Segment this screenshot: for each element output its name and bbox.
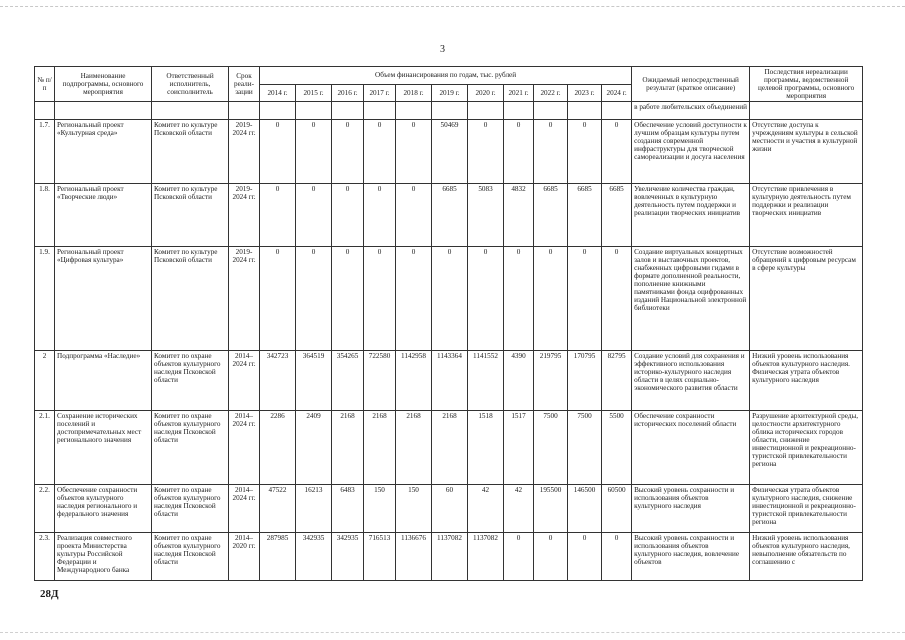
row-name: Региональный проект «Цифровая культура» (55, 247, 152, 351)
row-number: 2.1. (35, 411, 55, 485)
row-value: 2168 (432, 411, 468, 485)
header-year: 2018 г. (396, 84, 432, 102)
row-value: 2409 (296, 411, 332, 485)
table-row (35, 184, 863, 247)
scan-bottom-edge (0, 632, 905, 633)
row-term: 2014–2024 гг. (229, 485, 260, 533)
row-value: 0 (396, 247, 432, 351)
row-value: 0 (602, 120, 632, 184)
header-no: № п/п (35, 67, 55, 102)
row-executor: Комитет по культуре Псковской области (152, 247, 229, 351)
row-value: 1517 (504, 411, 534, 485)
row-name: Региональный проект «Творческие люди» (55, 184, 152, 247)
row-value: 1143364 (432, 351, 468, 411)
table-row (35, 120, 863, 184)
row-executor: Комитет по культуре Псковской области (152, 120, 229, 184)
row-value: 7500 (568, 411, 602, 485)
row-value: 0 (534, 120, 568, 184)
row-value: 364519 (296, 351, 332, 411)
row-value: 0 (504, 533, 534, 581)
header-year: 2021 г. (504, 84, 534, 102)
row-value: 1518 (468, 411, 504, 485)
row-result: Высокий уровень сохранности и использования объектов культурного наследия, вовлечение объектов (632, 533, 750, 581)
header-executor: Ответственный исполнитель, соисполнитель (152, 67, 229, 102)
header-year: 2023 г. (568, 84, 602, 102)
row-term: 2019-2024 гг. (229, 120, 260, 184)
row-value: 716513 (364, 533, 396, 581)
table-header-row (35, 67, 863, 85)
row-value: 170795 (568, 351, 602, 411)
row-value: 150 (364, 485, 396, 533)
row-value: 0 (332, 120, 364, 184)
row-value: 6685 (568, 184, 602, 247)
row-value: 0 (296, 120, 332, 184)
row-value: 0 (534, 533, 568, 581)
continuation-result: в работе любительских объединений (632, 102, 750, 120)
row-value: 7500 (534, 411, 568, 485)
row-result: Увеличение количества граждан, вовлеченных в культурную деятельность путем поддержки и реализации творческих инициатив (632, 184, 750, 247)
row-value: 0 (296, 184, 332, 247)
row-value: 0 (364, 184, 396, 247)
row-consequence: Низкий уровень использования объектов культурного наследия. Физическая утрата объектов культурного наследия (750, 351, 863, 411)
row-number: 1.7. (35, 120, 55, 184)
row-value: 287985 (260, 533, 296, 581)
row-executor: Комитет по охране объектов культурного наследия Псковской области (152, 411, 229, 485)
row-value: 1136676 (396, 533, 432, 581)
row-value: 42 (504, 485, 534, 533)
table-row (35, 247, 863, 351)
header-year: 2022 г. (534, 84, 568, 102)
table-row (35, 411, 863, 485)
row-consequence: Разрушение архитектурной среды, целостности архитектурного облика исторических городов области, снижение инвестиционной и рекреационно-туристской привлекательности региона (750, 411, 863, 485)
header-funding: Объем финансирования по годам, тыс. рублей (260, 67, 632, 85)
row-term: 2014–2020 гг. (229, 533, 260, 581)
row-value: 195500 (534, 485, 568, 533)
header-year: 2016 г. (332, 84, 364, 102)
row-executor: Комитет по охране объектов культурного наследия Псковской области (152, 351, 229, 411)
row-value: 1137082 (468, 533, 504, 581)
row-result: Обеспечение условий доступности к лучшим образцам культуры путем создания современной инфраструктуры для творческой самореализации и досуга населения (632, 120, 750, 184)
table-row (35, 485, 863, 533)
row-value: 0 (332, 184, 364, 247)
row-value: 0 (260, 120, 296, 184)
row-term: 2019-2024 гг. (229, 184, 260, 247)
header-year: 2015 г. (296, 84, 332, 102)
row-value: 60 (432, 485, 468, 533)
row-value: 4832 (504, 184, 534, 247)
row-value: 0 (396, 120, 432, 184)
row-value: 0 (332, 247, 364, 351)
header-year: 2014 г. (260, 84, 296, 102)
row-name: Подпрограмма «Наследие» (55, 351, 152, 411)
row-value: 2286 (260, 411, 296, 485)
row-value: 4390 (504, 351, 534, 411)
row-value: 16213 (296, 485, 332, 533)
row-value: 42 (468, 485, 504, 533)
row-value: 0 (432, 247, 468, 351)
table-row (35, 351, 863, 411)
row-value: 2168 (396, 411, 432, 485)
row-result: Высокий уровень сохранности и использования объектов культурного наследия (632, 485, 750, 533)
row-value: 5500 (602, 411, 632, 485)
row-value: 0 (260, 247, 296, 351)
row-value: 0 (468, 120, 504, 184)
row-value: 1137082 (432, 533, 468, 581)
row-value: 1142958 (396, 351, 432, 411)
row-value: 0 (568, 247, 602, 351)
row-value: 60500 (602, 485, 632, 533)
header-year: 2019 г. (432, 84, 468, 102)
row-value: 6685 (534, 184, 568, 247)
row-value: 0 (364, 247, 396, 351)
page-number: 3 (440, 44, 445, 55)
row-term: 2019-2024 гг. (229, 247, 260, 351)
row-executor: Комитет по культуре Псковской области (152, 184, 229, 247)
row-value: 47522 (260, 485, 296, 533)
row-value: 219795 (534, 351, 568, 411)
row-value: 6685 (432, 184, 468, 247)
row-value: 146500 (568, 485, 602, 533)
row-value: 150 (396, 485, 432, 533)
header-year: 2017 г. (364, 84, 396, 102)
row-value: 2168 (364, 411, 396, 485)
row-value: 342935 (296, 533, 332, 581)
row-value: 6483 (332, 485, 364, 533)
header-year: 2020 г. (468, 84, 504, 102)
row-number: 2.2. (35, 485, 55, 533)
footer-code: 28Д (40, 588, 59, 600)
row-consequence: Отсутствие доступа к учреждениям культуры в сельской местности и участия в культурной жизни (750, 120, 863, 184)
header-result: Ожидаемый непосредственный результат (краткое описание) (632, 67, 750, 102)
header-year: 2024 г. (602, 84, 632, 102)
header-term: Срок реали-зации (229, 67, 260, 102)
row-value: 0 (396, 184, 432, 247)
row-value: 0 (568, 120, 602, 184)
row-value: 342723 (260, 351, 296, 411)
row-value: 0 (260, 184, 296, 247)
row-value: 0 (504, 120, 534, 184)
row-value: 0 (296, 247, 332, 351)
row-name: Реализация совместного проекта Министерства культуры Российской Федерации и Международного банка (55, 533, 152, 581)
row-name: Обеспечение сохранности объектов культурного наследия регионального и федерального значения (55, 485, 152, 533)
row-term: 2014–2024 гг. (229, 351, 260, 411)
row-executor: Комитет по охране объектов культурного наследия Псковской области (152, 533, 229, 581)
row-value: 0 (602, 247, 632, 351)
row-value: 6685 (602, 184, 632, 247)
row-name: Сохранение исторических поселений и достопримечательных мест регионального значения (55, 411, 152, 485)
scan-top-edge (0, 6, 905, 7)
row-value: 2168 (332, 411, 364, 485)
row-value: 0 (602, 533, 632, 581)
row-value: 0 (568, 533, 602, 581)
row-result: Обеспечение сохранности исторических поселений области (632, 411, 750, 485)
header-name: Наименование подпрограммы, основного мероприятия (55, 67, 152, 102)
row-value: 0 (534, 247, 568, 351)
row-value: 82795 (602, 351, 632, 411)
row-value: 0 (364, 120, 396, 184)
row-value: 0 (468, 247, 504, 351)
continuation-row (35, 102, 863, 120)
row-value: 5083 (468, 184, 504, 247)
row-name: Региональный проект «Культурная среда» (55, 120, 152, 184)
row-value: 342935 (332, 533, 364, 581)
row-consequence: Физическая утрата объектов культурного наследия, снижение инвестиционной и рекреационно-туристской привлекательности региона (750, 485, 863, 533)
row-value: 0 (504, 247, 534, 351)
table-row (35, 533, 863, 581)
row-consequence: Низкий уровень использования объектов культурного наследия, невыполнение обязательств по соглашению с (750, 533, 863, 581)
row-value: 722580 (364, 351, 396, 411)
row-consequence: Отсутствие привлечения в культурную деятельность путем поддержки и реализации творческих инициатив (750, 184, 863, 247)
row-number: 2 (35, 351, 55, 411)
row-number: 1.8. (35, 184, 55, 247)
row-value: 50469 (432, 120, 468, 184)
row-term: 2014–2024 гг. (229, 411, 260, 485)
row-result: Создание условий для сохранения и эффективного использования историко-культурного наследия области в целях социально-экономического развития области (632, 351, 750, 411)
financing-table (34, 66, 863, 581)
row-value: 1141552 (468, 351, 504, 411)
row-executor: Комитет по охране объектов культурного наследия Псковской области (152, 485, 229, 533)
row-number: 2.3. (35, 533, 55, 581)
row-number: 1.9. (35, 247, 55, 351)
header-consequence: Последствия нереализации программы, ведомственной целевой программы, основного мероприятия (750, 67, 863, 102)
row-result: Создание виртуальных концертных залов и выставочных проектов, снабженных цифровыми гидами в формате дополненной реальности, пополнение книжными памятниками фонда оцифрованных изданий Национальной электронной библиотеки (632, 247, 750, 351)
row-consequence: Отсутствие возможностей обращений к цифровым ресурсам в сфере культуры (750, 247, 863, 351)
row-value: 354265 (332, 351, 364, 411)
